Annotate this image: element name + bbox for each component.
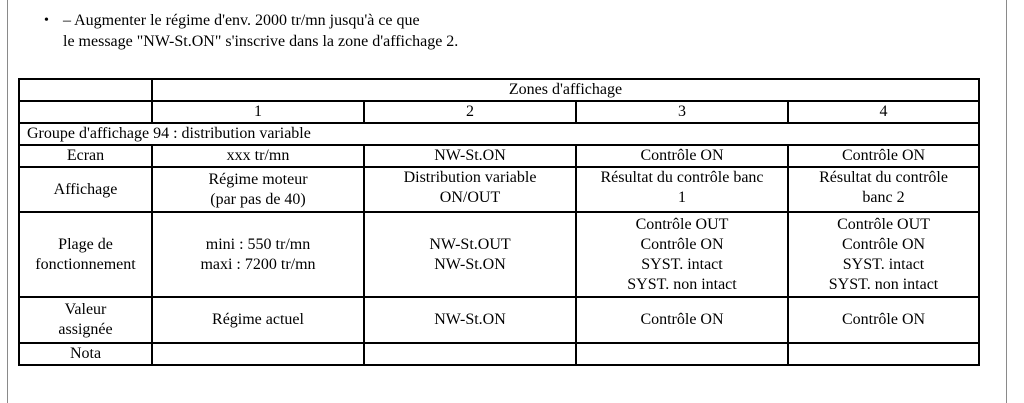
table-cell [364,343,576,365]
cell-line: Résultat du contrôle banc [600,169,764,186]
table-cell [152,167,364,212]
cell-line: Valeur [64,301,107,318]
cell-line: Régime moteur [208,170,308,188]
group-title: Groupe d'affichage 94 : distribution variable [19,123,979,145]
table-cell [788,167,979,212]
table-cell: NW-St.ON [364,145,576,167]
cell-line: NW-St.ON [434,255,506,273]
table-cell [364,167,576,212]
table-row [19,79,979,101]
cell-line: (par pas de 40) [210,190,306,208]
cell-line: Plage de [58,235,113,253]
table-cell: Régime actuel [152,297,364,343]
table-cell [576,212,788,297]
row-label-affichage: Affichage [19,167,152,212]
table-cell [576,167,788,212]
zone-number: 3 [576,101,788,123]
row-label-valeur [19,297,152,343]
table-cell [788,212,979,297]
cell-line: Résultat du contrôle [819,169,948,186]
display-zones-table [18,78,980,366]
cell-line: NW-St.OUT [429,235,511,253]
row-label-nota: Nota [19,343,152,365]
cell-line: SYST. intact [842,255,925,273]
row-label-ecran: Ecran [19,145,152,167]
cell-line: maxi : 7200 tr/mn [200,255,316,273]
table-row [19,212,979,297]
cell-line: 1 [678,189,686,206]
cell-line: Contrôle OUT [837,215,930,233]
cell-line: fonctionnement [35,255,136,273]
zones-header: Zones d'affichage [152,79,979,101]
cell-line: SYST. intact [641,255,723,273]
table-cell: xxx tr/mn [152,145,364,167]
table-cell [364,212,576,297]
table-cell: Contrôle ON [576,297,788,343]
corner-cell [19,79,152,101]
cell-line: Contrôle ON [640,235,724,253]
zone-number: 1 [152,101,364,123]
table-row [19,123,979,145]
table-cell [152,343,364,365]
cell-line: mini : 550 tr/mn [205,235,311,253]
table-row [19,145,979,167]
intro-line-1: – Augmenter le régime d'env. 2000 tr/mn jusqu'à ce que [63,12,420,29]
cell-line: banc 2 [862,189,905,206]
cell-line: ON/OUT [439,189,501,206]
table-cell [788,343,979,365]
table-cell: NW-St.ON [364,297,576,343]
zone-number: 2 [364,101,576,123]
cell-line: Distribution variable [403,169,537,186]
table-row [19,167,979,212]
table-row [19,343,979,365]
corner-cell [19,101,152,123]
cell-line: SYST. non intact [828,275,939,293]
table-cell [576,343,788,365]
cell-line: assignée [58,321,113,338]
table-cell [152,212,364,297]
zone-number: 4 [788,101,979,123]
row-label-plage [19,212,152,297]
table-cell: Contrôle ON [788,297,979,343]
bullet-icon: • [44,13,49,28]
table-row [19,101,979,123]
cell-line: Contrôle ON [841,235,926,253]
table-cell: Contrôle ON [788,145,979,167]
table-cell: Contrôle ON [576,145,788,167]
intro-line-2: le message "NW-St.ON" s'inscrive dans la zone d'affichage 2. [63,33,459,50]
table-row [19,297,979,343]
cell-line: Contrôle OUT [635,215,729,233]
intro-instruction [44,10,458,52]
cell-line: SYST. non intact [627,275,737,293]
